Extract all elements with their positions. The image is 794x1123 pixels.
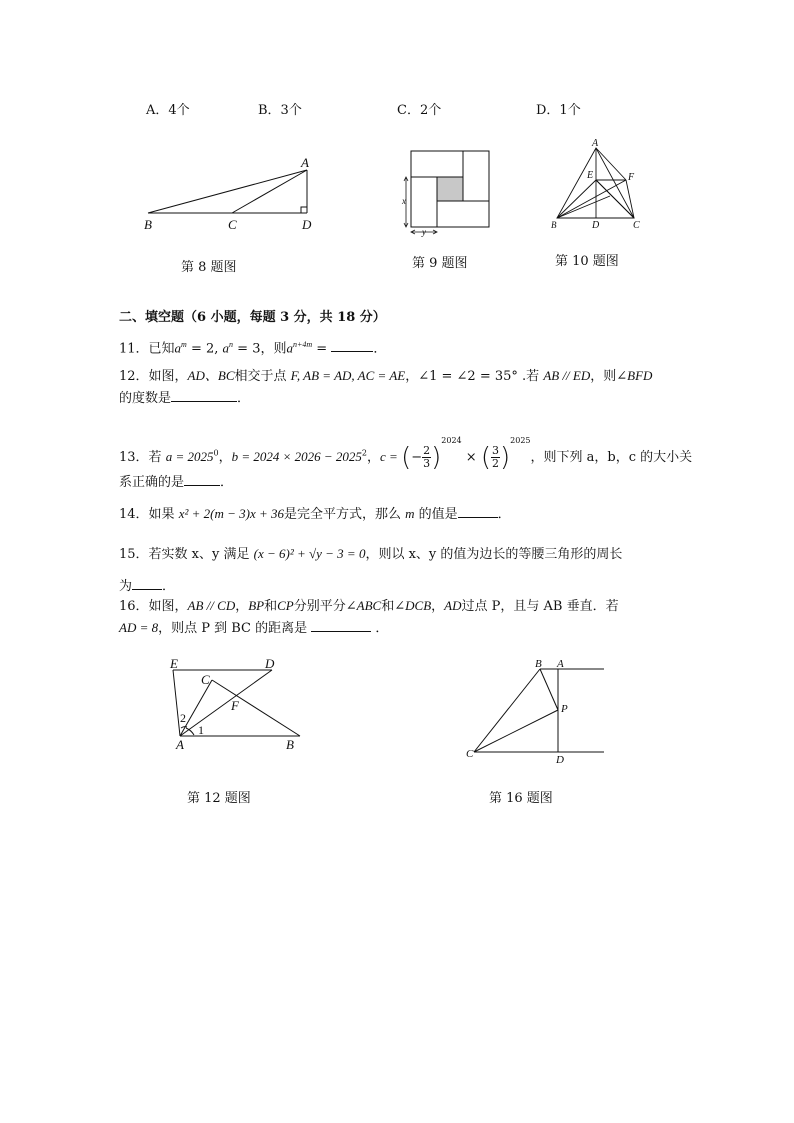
fig12-label-a: A — [176, 737, 184, 752]
fig16-label-p: P — [561, 703, 568, 715]
fig8-label-d: D — [302, 217, 312, 232]
fig10-label-b: B — [551, 220, 557, 230]
fig9-label-x: x — [402, 196, 406, 206]
fig12-label-1: 1 — [198, 723, 204, 737]
question-16-line-2: AD = 8，则点 P 到 BC 的距离是 ． — [119, 620, 389, 636]
fig12-label-c: C — [201, 672, 210, 687]
fig10-label-c: C — [633, 220, 640, 231]
fig9-caption: 第 9 题图 — [412, 256, 468, 271]
question-14: 14．如果 x² + 2(m − 3)x + 36是完全平方式，那么 m 的值是 ． — [119, 506, 511, 522]
fig16-caption: 第 16 题图 — [489, 791, 553, 806]
fig16-label-b: B — [535, 658, 542, 670]
fig16-label-d: D — [556, 754, 564, 766]
section-2-title: 二、填空题（6 小题，每题 3 分，共 18 分） — [119, 310, 386, 325]
fig16-label-a: A — [557, 658, 564, 670]
fig16-line-bc — [474, 669, 540, 752]
fig12-label-2: 2 — [180, 711, 186, 725]
fig16-line-cp — [474, 710, 558, 752]
fig10-caption: 第 10 题图 — [555, 254, 619, 269]
option-a: A．4个 — [146, 103, 190, 118]
question-11: 11．已知$a^m = 2$, $a^n = 3$，则$a^{n+4m}$ = ． — [119, 340, 387, 357]
fig12-label-d: D — [265, 656, 275, 671]
question-13-line-1: 13．若 $a = 2025^0$，$b = 2024 \times 2026 - 2025^2$，c = (− $\frac{2}{3}$ )$^{2024}$ × ( $\frac{3}{2}$ )$^{2025}$，则下列 a，b，c 的大小关 — [119, 436, 693, 473]
fig9-label-y: y — [422, 227, 426, 237]
option-d: D．1个 — [536, 103, 581, 118]
fig8-label-b: B — [144, 217, 152, 232]
fig12-label-f: F — [231, 698, 239, 713]
fig10-label-e: E — [587, 170, 594, 181]
option-b: B．3个 — [258, 103, 302, 118]
question-15-line-1: 15．若实数 x、y 满足 (x − 6)² + √y − 3 = 0，则以 x、y 的值为边长的等腰三角形的周长 — [119, 546, 623, 562]
fig12-label-b: B — [286, 737, 294, 752]
fig16-label-c: C — [466, 748, 474, 760]
fig8-caption: 第 8 题图 — [181, 260, 237, 275]
question-15-line-2: 为 ． — [119, 579, 176, 594]
fig10-label-d: D — [592, 220, 600, 231]
fig8-label-a: A — [301, 155, 309, 170]
question-12-line-2: 的度数是 ． — [119, 391, 251, 406]
fig12-caption: 第 12 题图 — [187, 791, 251, 806]
question-16-line-1: 16．如图，AB // CD，BP和CP分别平分∠ABC和∠DCB，AD过点 P，且与 AB 垂直．若 — [119, 598, 619, 614]
fig16-line-bp — [540, 669, 558, 710]
question-12-line-1: 12．如图，AD、BC相交于点 F, AB = AD, AC = AE，∠1 = ∠2 = 35° .若 AB // ED，则∠BFD — [119, 368, 653, 384]
fig10-label-f: F — [628, 172, 635, 183]
option-c: C．2个 — [397, 103, 442, 118]
fig8-label-c: C — [228, 217, 237, 232]
fig10-label-a: A — [592, 138, 599, 149]
question-13-line-2: 系正确的是 ． — [119, 475, 234, 490]
fig12-label-e: E — [170, 656, 178, 671]
